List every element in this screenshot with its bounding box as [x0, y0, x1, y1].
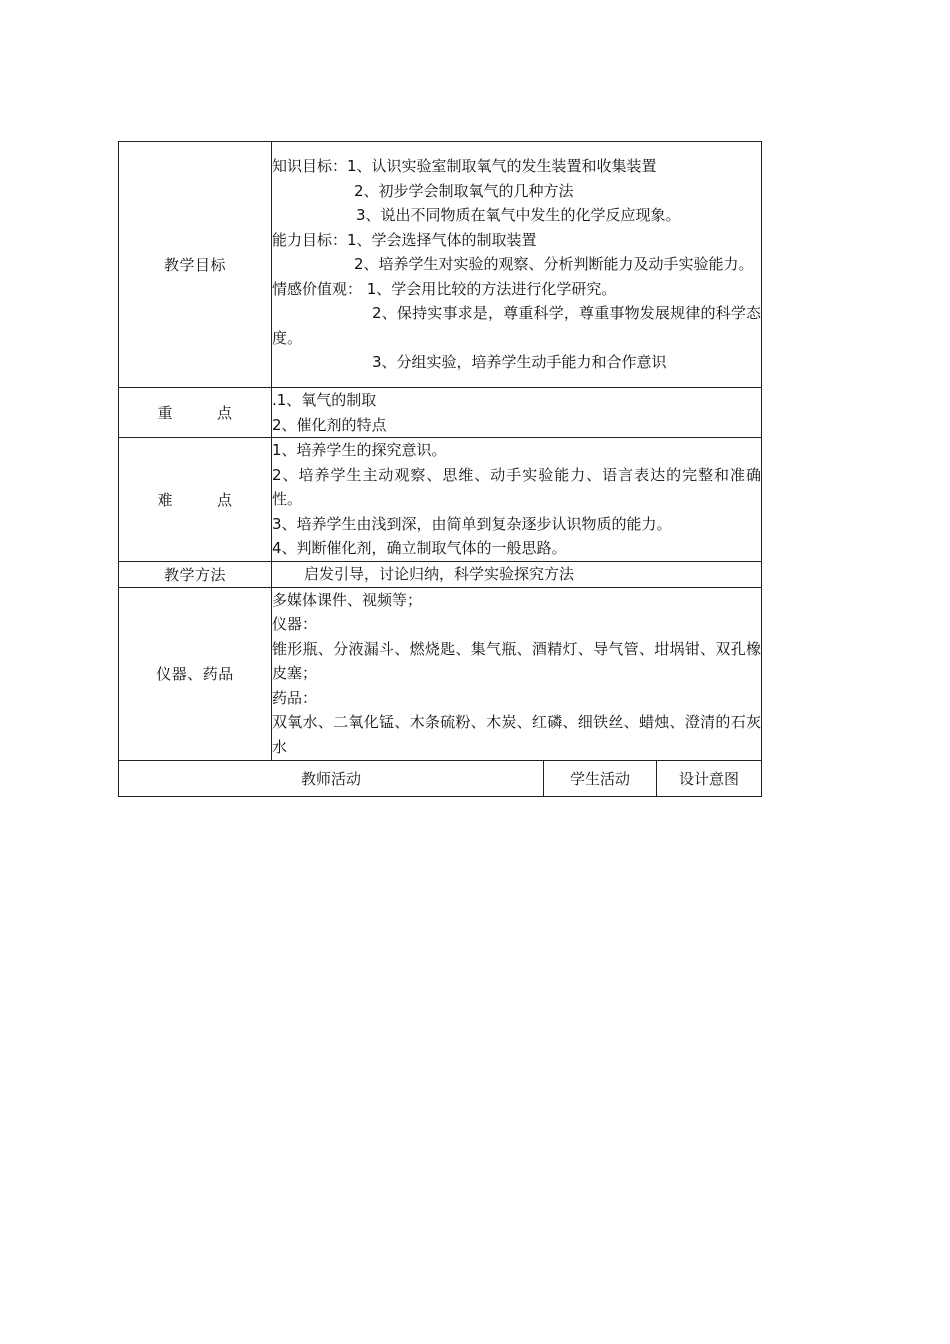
difficulty-item: 3、培养学生由浅到深，由简单到复杂逐步认识物质的能力。 — [272, 514, 672, 533]
goals-line-emotion-2: 2、保持实事求是，尊重科学，尊重事物发展规律的科学态度。 — [272, 304, 762, 347]
key-points-row — [119, 388, 762, 438]
materials-media: 多媒体课件、视频等； — [272, 590, 423, 609]
key-points-label: 重 点 — [119, 388, 272, 438]
materials-content — [272, 587, 762, 760]
difficulty-item: 2、培养学生主动观察、思维、动手实验能力、语言表达的完整和准确性。 — [272, 465, 762, 508]
method-text: 启发引导，讨论归纳，科学实验探究方法 — [304, 564, 575, 583]
difficulties-row — [119, 438, 762, 562]
lesson-plan-table — [118, 141, 762, 797]
method-row — [119, 561, 762, 587]
design-intent-header: 设计意图 — [657, 760, 762, 796]
materials-reagents-heading: 药品： — [272, 688, 318, 707]
activities-header-row — [119, 760, 762, 796]
method-content — [272, 561, 762, 587]
goals-line-knowledge: 知识目标：1、认识实验室制取氧气的发生装置和收集装置 — [272, 157, 657, 176]
method-label: 教学方法 — [119, 561, 272, 587]
goals-label: 教学目标 — [119, 142, 272, 388]
materials-instruments-list: 锥形瓶、分液漏斗、燃烧匙、集气瓶、酒精灯、导气管、坩埚钳、双孔橡皮塞； — [272, 639, 762, 683]
key-point-item: .1、氧气的制取 — [272, 391, 377, 409]
difficulties-label: 难 点 — [119, 438, 272, 562]
materials-row — [119, 587, 762, 760]
lesson-plan-sheet — [118, 141, 761, 797]
key-point-item: 2、催化剂的特点 — [272, 415, 387, 434]
difficulty-item: 1、培养学生的探究意识。 — [272, 441, 447, 459]
goals-line-knowledge-2: 2、初步学会制取氧气的几种方法 — [354, 181, 574, 200]
goals-line-ability-2: 2、培养学生对实验的观察、分析判断能力及动手实验能力。 — [354, 255, 754, 274]
goals-content — [272, 142, 762, 388]
goals-line-ability: 能力目标：1、学会选择气体的制取装置 — [272, 230, 537, 249]
materials-label: 仪器、药品 — [119, 587, 272, 760]
teacher-activity-header: 教师活动 — [119, 760, 544, 796]
student-activity-header: 学生活动 — [544, 760, 657, 796]
difficulty-item: 4、判断催化剂，确立制取气体的一般思路。 — [272, 539, 567, 557]
goals-row — [119, 142, 762, 388]
goals-line-emotion: 情感价值观： 1、学会用比较的方法进行化学研究。 — [272, 279, 617, 298]
materials-instruments-heading: 仪器： — [272, 615, 318, 634]
materials-reagents-list: 双氧水、二氧化锰、木条硫粉、木炭、红磷、细铁丝、蜡烛、澄清的石灰水 — [272, 713, 762, 756]
goals-line-emotion-3: 3、分组实验，培养学生动手能力和合作意识 — [372, 353, 667, 372]
difficulties-content — [272, 438, 762, 562]
key-points-content — [272, 388, 762, 438]
goals-line-knowledge-3: 3、说出不同物质在氧气中发生的化学反应现象。 — [356, 206, 681, 225]
